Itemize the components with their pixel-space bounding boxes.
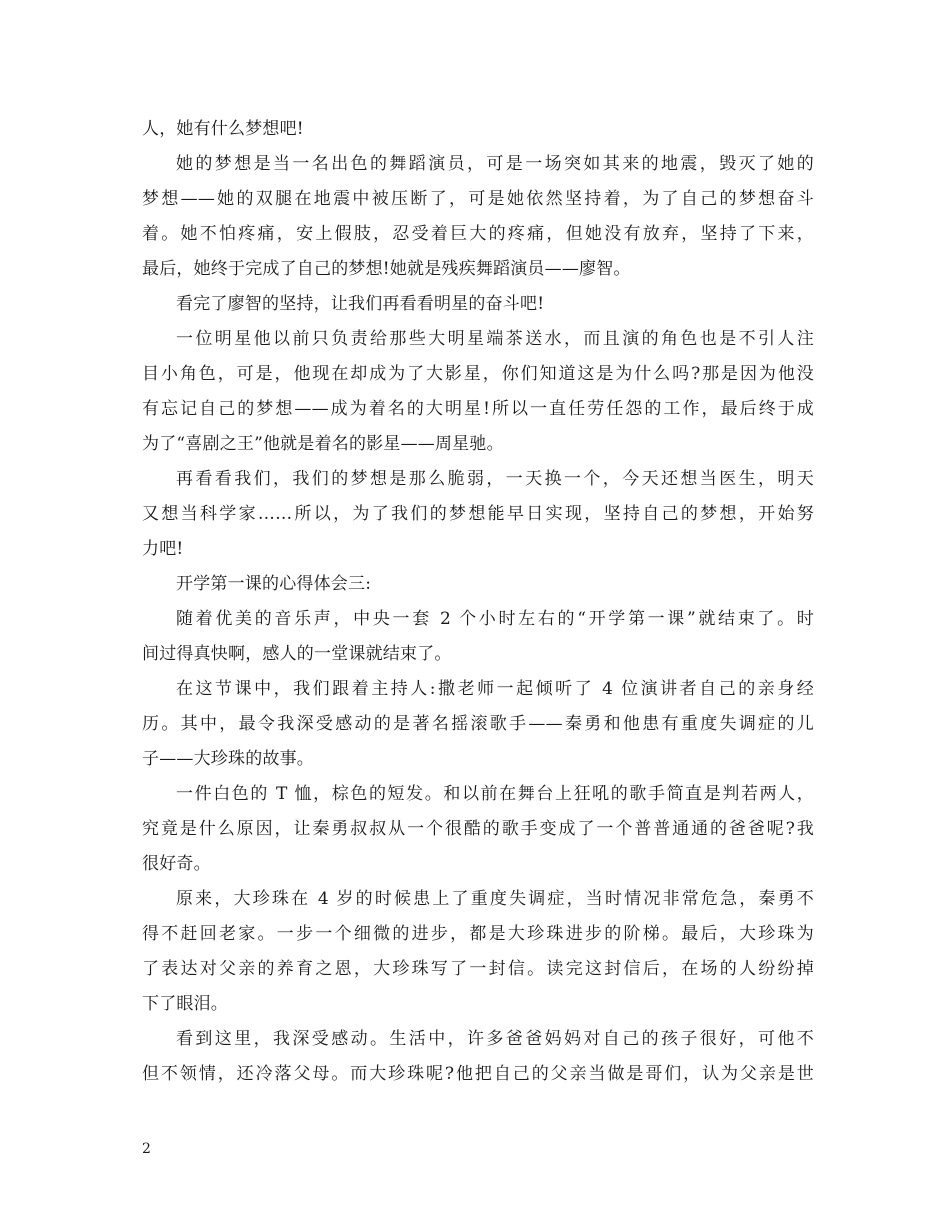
paragraph-10-line-1: 原来，大珍珠在 4 岁的时候患上了重度失调症，当时情况非常危急，秦勇不	[176, 889, 814, 909]
paragraph-9-line-3: 很好奇。	[142, 854, 211, 874]
paragraph-10-line-2: 得不赶回老家。一步一个细微的进步，都是大珍珠进步的阶梯。最后，大珍珠为	[142, 924, 814, 944]
paragraph-8-line-2: 历。其中，最令我深受感动的是著名摇滚歌手——秦勇和他患有重度失调症的儿	[142, 714, 814, 734]
paragraph-7-line-2: 间过得真快啊，感人的一堂课就结束了。	[142, 644, 452, 664]
paragraph-1-line-1: 人，她有什么梦想吧!	[142, 119, 304, 139]
paragraph-3-line-1: 看完了廖智的坚持，让我们再看看明星的奋斗吧!	[176, 294, 545, 314]
paragraph-10-line-3: 了表达对父亲的养育之恩，大珍珠写了一封信。读完这封信后，在场的人纷纷掉	[142, 959, 814, 979]
paragraph-2-line-4: 最后，她终于完成了自己的梦想!她就是残疾舞蹈演员——廖智。	[142, 259, 631, 279]
paragraph-9-line-1: 一件白色的 T 恤，棕色的短发。和以前在舞台上狂吼的歌手简直是判若两人，	[176, 784, 814, 804]
page-number: 2	[142, 1141, 151, 1157]
paragraph-5-line-2: 又想当科学家……所以，为了我们的梦想能早日实现，坚持自己的梦想，开始努	[142, 504, 814, 524]
paragraph-2-line-1: 她的梦想是当一名出色的舞蹈演员，可是一场突如其来的地震，毁灭了她的	[176, 154, 814, 174]
paragraph-4-line-3: 有忘记自己的梦想——成为着名的大明星!所以一直任劳任怨的工作，最后终于成	[142, 399, 814, 419]
paragraph-7-line-1: 随着优美的音乐声，中央一套 2 个小时左右的“开学第一课”就结束了。时	[176, 609, 814, 629]
paragraph-8-line-3: 子——大珍珠的故事。	[142, 749, 314, 769]
paragraph-10-line-4: 下了眼泪。	[142, 994, 228, 1014]
paragraph-11-line-2: 但不领情，还冷落父母。而大珍珠呢?他把自己的父亲当做是哥们，认为父亲是世	[142, 1064, 814, 1084]
paragraph-4-line-1: 一位明星他以前只负责给那些大明星端茶送水，而且演的角色也是不引人注	[176, 329, 814, 349]
paragraph-4-line-2: 目小角色，可是，他现在却成为了大影星，你们知道这是为什么吗?那是因为他没	[142, 364, 814, 384]
paragraph-2-line-2: 梦想——她的双腿在地震中被压断了，可是她依然坚持着，为了自己的梦想奋斗	[142, 189, 814, 209]
paragraph-9-line-2: 究竟是什么原因，让秦勇叔叔从一个很酷的歌手变成了一个普普通通的爸爸呢?我	[142, 819, 814, 839]
paragraph-11-line-1: 看到这里，我深受感动。生活中，许多爸爸妈妈对自己的孩子很好，可他不	[176, 1029, 814, 1049]
paragraph-5-line-3: 力吧!	[142, 539, 184, 559]
paragraph-6-line-1: 开学第一课的心得体会三:	[176, 574, 372, 594]
paragraph-8-line-1: 在这节课中，我们跟着主持人:撒老师一起倾听了 4 位演讲者自己的亲身经	[176, 679, 814, 699]
body-text	[142, 112, 814, 1092]
paragraph-2-line-3: 着。她不怕疼痛，安上假肢，忍受着巨大的疼痛，但她没有放弃，坚持了下来，	[142, 224, 814, 244]
paragraph-4-line-4: 为了“喜剧之王”他就是着名的影星——周星驰。	[142, 434, 504, 454]
paragraph-5-line-1: 再看看我们，我们的梦想是那么脆弱，一天换一个，今天还想当医生，明天	[176, 469, 814, 489]
